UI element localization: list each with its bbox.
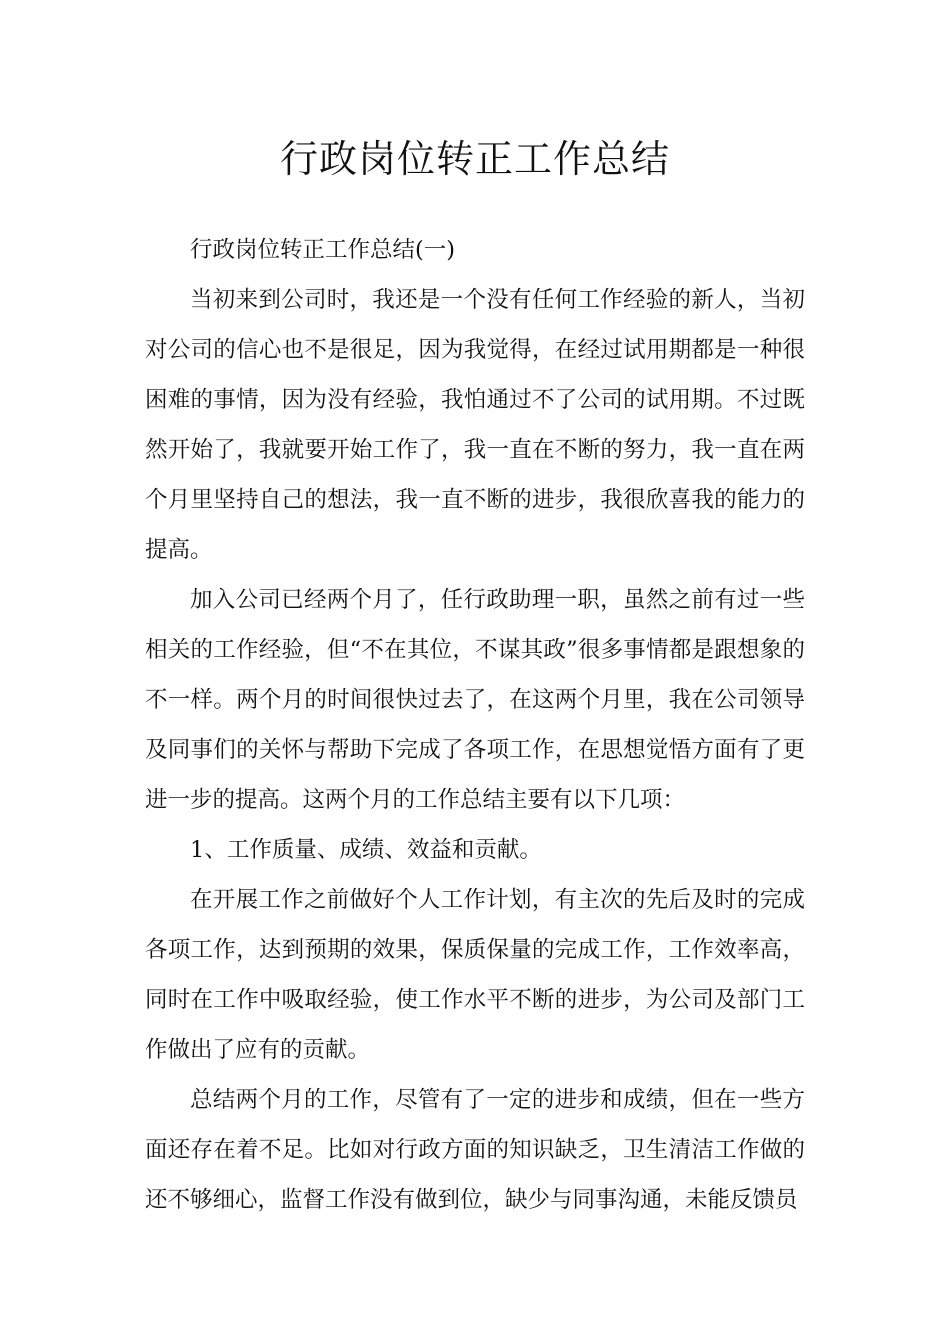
paragraph: 总结两个月的工作，尽管有了一定的进步和成绩，但在一些方面还存在着不足。比如对行政方面的知识缺乏，卫生清洁工作做的还不够细心，监督工作没有做到位，缺少与同事沟通，未能反馈员 [145,1087,805,1213]
paragraph: 加入公司已经两个月了，任行政助理一职，虽然之前有过一些相关的工作经验，但“不在其位，不谋其政”很多事情都是跟想象的不一样。两个月的时间很快过去了，在这两个月里，我在公司领导及同事们的关怀与帮助下完成了各项工作，在思想觉悟方面有了更进一步的提高。这两个月的工作总结主要有以下几项： [145,587,805,813]
document-body [145,225,805,1225]
section-heading: 行政岗位转正工作总结(一) [190,237,456,263]
numbered-item: 1、工作质量、成绩、效益和贡献。 [190,837,542,863]
paragraph: 在开展工作之前做好个人工作计划，有主次的先后及时的完成各项工作，达到预期的效果，保质保量的完成工作，工作效率高，同时在工作中吸取经验，使工作水平不断的进步，为公司及部门工作做出了应有的贡献。 [145,887,805,1063]
document-title: 行政岗位转正工作总结 [279,137,670,181]
paragraph: 当初来到公司时，我还是一个没有任何工作经验的新人，当初对公司的信心也不是很足，因为我觉得，在经过试用期都是一种很困难的事情，因为没有经验，我怕通过不了公司的试用期。不过既然开始了，我就要开始工作了，我一直在不断的努力，我一直在两个月里坚持自己的想法，我一直不断的进步，我很欣喜我的能力的提高。 [145,287,805,563]
